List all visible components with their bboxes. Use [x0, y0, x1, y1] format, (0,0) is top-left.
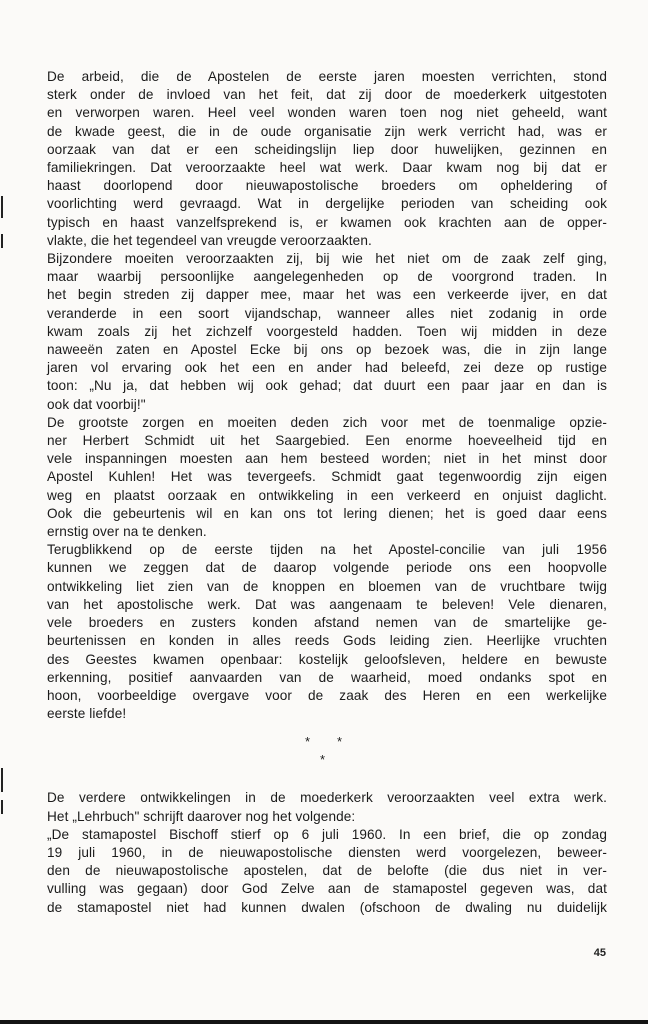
text-line: ner Herbert Schmidt uit het Saargebied. Een enorme hoeveelheid tijd en [47, 433, 607, 449]
separator-star: * [337, 734, 343, 750]
text-line: ook dat voorbij!" [47, 396, 146, 412]
paragraph-5 [47, 789, 607, 825]
margin-mark [1, 768, 3, 792]
text-line: De grootste zorgen en moeiten deden zich voor met de toenmalige opzie- [47, 414, 607, 430]
text-line: De verdere ontwikkelingen in de moederkerk veroorzaakten veel extra werk. [47, 790, 607, 806]
text-line: vlakte, die het tegendeel van vreugde veroorzaakten. [47, 232, 372, 248]
text-line: sterk onder de invloed van het feit, dat zij door de moederkerk uitgestoten [47, 87, 607, 103]
margin-mark [1, 800, 3, 814]
text-line: jaren vol ervaring ook het een en ander had beleefd, zei deze op rustige [47, 360, 607, 376]
text-line: Bijzondere moeiten veroorzaakten zij, bij wie het niet om de zaak zelf ging, [47, 251, 607, 267]
text-line: kunnen we zeggen dat de daarop volgende periode ons een hoopvolle [47, 560, 607, 576]
text-line: De arbeid, die de Apostelen de eerste jaren moesten verrichten, stond [47, 69, 607, 84]
page-body [47, 68, 607, 917]
text-line: den de nieuwapostolische apostelen, dat de belofte (die dus niet in ver- [47, 863, 607, 879]
text-line: maar waarbij persoonlijke aangelegenheden op de voorgrond traden. In [47, 269, 607, 285]
section-separator [47, 729, 607, 775]
text-line: de stamapostel niet had kunnen dwalen (ofschoon de dwaling nu duidelijk [47, 899, 607, 915]
text-line: ernstig over na te denken. [47, 524, 207, 540]
text-line: Ook die gebeurtenis wil en kan ons tot lering dienen; het is goed daar eens [47, 505, 607, 521]
text-line: beurtenissen en konden in alles reeds Gods leiding zien. Heerlijke vruchten [47, 633, 607, 649]
text-line: des Geestes kwamen openbaar: kostelijk geloofsleven, heldere en bewuste [47, 651, 607, 667]
text-line: Het „Lehrbuch" schrijft daarover nog het volgende: [47, 808, 356, 824]
text-line: haast doorlopend door nieuwapostolische broeders om opheldering of [47, 178, 607, 194]
text-line: eerste liefde! [47, 706, 127, 722]
text-line: 19 juli 1960, in de nieuwapostolische diensten werd voorgelezen, beweer- [47, 844, 607, 860]
text-line: vulling was gegaan) door God Zelve aan de stamapostel gegeven was, dat [47, 881, 607, 897]
text-line: ontwikkeling liet zien van de knoppen en bloemen van de vruchtbare twijg [47, 578, 607, 594]
text-line: vele inspanningen moesten aan hem besteed worden; niet in het minst door [47, 451, 607, 467]
page-bottom-edge [0, 1020, 648, 1024]
text-line: typisch en haast vanzelfsprekend is, er kwamen ook krachten aan de opper- [47, 214, 607, 230]
margin-mark [1, 196, 3, 218]
text-line: oorzaak van dat er een scheidingslijn liep door huwelijken, gezinnen en [47, 141, 607, 157]
text-line: erkenning, positief aanvaarden van de waarheid, moed ondanks spot en [47, 669, 607, 685]
page-number: 45 [593, 947, 606, 959]
text-line: vele broeders en zusters konden afstand nemen van de smartelijke ge- [47, 615, 607, 631]
paragraph-6 [47, 826, 607, 917]
text-line: het begin streden zij dapper mee, maar het was een verkeerde ijver, en dat [47, 287, 607, 303]
text-line: weg en plaatst oorzaak en ontwikkeling in een verkeerd en onjuist daglicht. [47, 487, 607, 503]
separator-star: * [305, 734, 311, 750]
text-line: Apostel Kuhlen! Het was tevergeefs. Schmidt gaat tegenwoordig zijn eigen [47, 469, 607, 485]
text-line: toon: „Nu ja, dat hebben wij ook gehad; dat duurt een paar jaar en dan is [47, 378, 607, 394]
text-line: naweeën zaten en Apostel Ecke bij ons op bezoek was, die in zijn lange [47, 342, 607, 358]
text-line: de kwade geest, die in de oude organisatie zijn werk verricht had, was er [47, 123, 607, 139]
text-line: Terugblikkend op de eerste tijden na het Apostel-concilie van juli 1956 [47, 542, 607, 558]
paragraph-4 [47, 541, 607, 723]
paragraph-1 [47, 68, 607, 250]
text-line: en verworpen waren. Heel veel wonden waren toen nog niet geheeld, want [47, 105, 607, 121]
margin-mark [1, 234, 3, 248]
separator-star: * [320, 752, 326, 768]
text-line: veranderde in een soort vijandschap, wanneer alles niet zodanig in orde [47, 305, 607, 321]
paragraph-3 [47, 414, 607, 541]
text-line: van het apostolische werk. Dat was aangenaam te beleven! Vele dienaren, [47, 596, 607, 612]
text-line: „De stamapostel Bischoff stierf op 6 juli 1960. In een brief, die op zondag [47, 826, 607, 842]
text-line: hoon, voorbeeldige overgave voor de zaak des Heren en een werkelijke [47, 687, 607, 703]
paragraph-2 [47, 250, 607, 414]
text-line: kwam zoals zij het zichzelf voorgesteld hadden. Toen wij midden in deze [47, 323, 607, 339]
text-line: voorlichting werd gevraagd. Wat in dergelijke perioden van scheiding ook [47, 196, 607, 212]
text-line: familiekringen. Dat veroorzaakte heel wat werk. Daar kwam nog bij dat er [47, 160, 607, 176]
